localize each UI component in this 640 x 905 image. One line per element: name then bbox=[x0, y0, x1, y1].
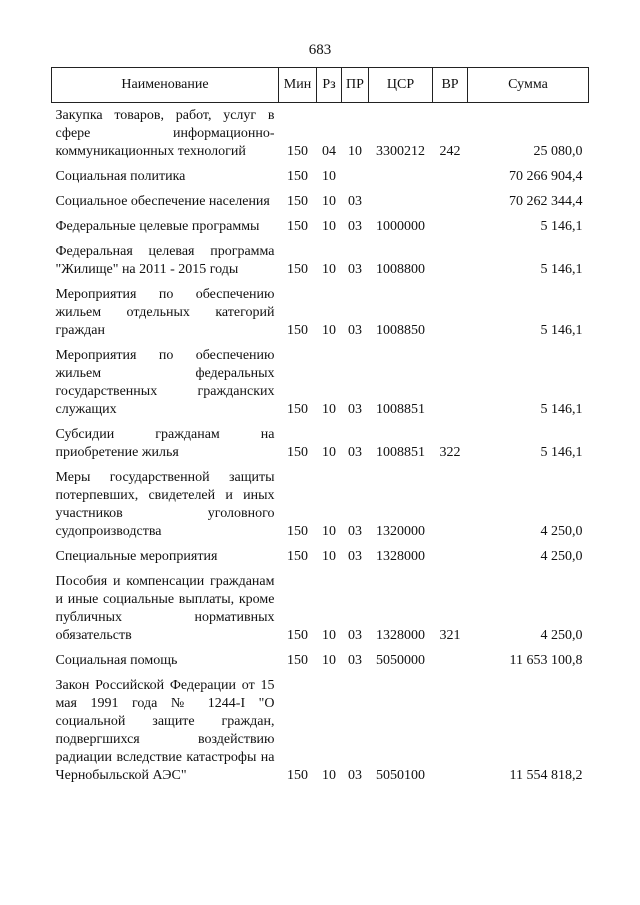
row-name: Субсидии гражданам на приобретение жилья bbox=[55, 427, 275, 460]
row-name: Федеральные целевые программы bbox=[55, 219, 260, 234]
row-pr: 03 bbox=[348, 219, 362, 234]
row-name: Социальная политика bbox=[55, 169, 186, 184]
table-row bbox=[52, 103, 589, 169]
row-sum: 4 250,0 bbox=[540, 628, 583, 643]
row-csr: 1008851 bbox=[376, 402, 425, 417]
row-pr: 03 bbox=[348, 628, 362, 643]
row-csr: 1328000 bbox=[376, 549, 425, 564]
row-rz: 10 bbox=[322, 194, 336, 209]
table-row bbox=[52, 652, 589, 677]
row-min: 150 bbox=[287, 194, 308, 209]
row-vr: 242 bbox=[439, 144, 461, 159]
table-header-row bbox=[52, 68, 589, 103]
row-rz: 10 bbox=[322, 653, 336, 668]
row-pr: 03 bbox=[348, 445, 362, 460]
row-sum: 70 266 904,4 bbox=[509, 169, 583, 184]
row-vr: 322 bbox=[439, 445, 461, 460]
row-sum: 70 262 344,4 bbox=[509, 194, 583, 209]
row-vr bbox=[433, 286, 468, 347]
row-csr bbox=[369, 193, 433, 218]
header-csr: ЦСР bbox=[369, 68, 433, 103]
table-row bbox=[52, 193, 589, 218]
page-number: 683 bbox=[308, 42, 332, 58]
row-rz: 10 bbox=[322, 323, 336, 338]
row-csr: 1320000 bbox=[376, 524, 425, 539]
row-csr: 1008850 bbox=[376, 323, 425, 338]
header-sum: Сумма bbox=[468, 68, 589, 103]
row-name: Закупка товаров, работ, услуг в сфере информационно-коммуникационных технологий bbox=[55, 108, 275, 159]
row-min: 150 bbox=[287, 323, 308, 338]
row-rz: 10 bbox=[322, 768, 336, 783]
row-vr: 321 bbox=[439, 628, 461, 643]
row-csr: 5050100 bbox=[376, 768, 425, 783]
table-row bbox=[52, 573, 589, 652]
row-rz: 10 bbox=[322, 628, 336, 643]
row-name: Социальное обеспечение населения bbox=[55, 194, 270, 209]
row-csr: 1000000 bbox=[376, 219, 425, 234]
row-pr: 03 bbox=[348, 262, 362, 277]
table-row bbox=[52, 469, 589, 548]
budget-table bbox=[51, 67, 589, 792]
row-name: Социальная помощь bbox=[55, 653, 178, 668]
row-csr bbox=[369, 168, 433, 193]
table-row bbox=[52, 218, 589, 243]
row-pr: 03 bbox=[348, 549, 362, 564]
row-vr bbox=[433, 469, 468, 548]
table-row bbox=[52, 677, 589, 792]
row-name: Пособия и компенсации гражданам и иные социальные выплаты, кроме публичных нормативных обязательств bbox=[55, 574, 275, 643]
row-name: Федеральная целевая программа "Жилище" на 2011 - 2015 годы bbox=[55, 244, 275, 277]
header-vr: ВР bbox=[433, 68, 468, 103]
row-rz: 04 bbox=[322, 144, 336, 159]
row-vr bbox=[433, 652, 468, 677]
row-rz: 10 bbox=[322, 549, 336, 564]
row-sum: 5 146,1 bbox=[540, 323, 583, 338]
row-sum: 5 146,1 bbox=[540, 262, 583, 277]
row-rz: 10 bbox=[322, 445, 336, 460]
header-name: Наименование bbox=[52, 68, 279, 103]
row-min: 150 bbox=[287, 169, 308, 184]
row-sum: 4 250,0 bbox=[540, 524, 583, 539]
row-sum: 4 250,0 bbox=[540, 549, 583, 564]
row-sum: 11 653 100,8 bbox=[509, 653, 583, 668]
row-vr bbox=[433, 218, 468, 243]
row-min: 150 bbox=[287, 402, 308, 417]
table-row bbox=[52, 426, 589, 469]
row-csr: 1328000 bbox=[376, 628, 425, 643]
table-row bbox=[52, 347, 589, 426]
row-csr: 5050000 bbox=[376, 653, 425, 668]
row-pr: 03 bbox=[348, 768, 362, 783]
row-vr bbox=[433, 193, 468, 218]
header-min: Мин bbox=[279, 68, 317, 103]
row-pr: 03 bbox=[348, 323, 362, 338]
row-rz: 10 bbox=[322, 402, 336, 417]
row-name: Мероприятия по обеспечению жильем федеральных государственных гражданских служащих bbox=[55, 348, 275, 417]
row-pr: 03 bbox=[348, 653, 362, 668]
row-rz: 10 bbox=[322, 219, 336, 234]
row-min: 150 bbox=[287, 144, 308, 159]
table-row bbox=[52, 168, 589, 193]
row-pr: 03 bbox=[348, 524, 362, 539]
row-min: 150 bbox=[287, 653, 308, 668]
row-rz: 10 bbox=[322, 169, 336, 184]
row-csr: 1008851 bbox=[376, 445, 425, 460]
row-min: 150 bbox=[287, 219, 308, 234]
row-csr: 3300212 bbox=[376, 144, 425, 159]
row-pr bbox=[342, 168, 369, 193]
row-rz: 10 bbox=[322, 262, 336, 277]
row-min: 150 bbox=[287, 768, 308, 783]
row-vr bbox=[433, 548, 468, 573]
row-name: Меры государственной защиты потерпевших, свидетелей и иных участников уголовного судопроизводства bbox=[55, 470, 275, 539]
row-min: 150 bbox=[287, 549, 308, 564]
row-sum: 25 080,0 bbox=[533, 144, 583, 159]
row-sum: 5 146,1 bbox=[540, 445, 583, 460]
row-vr bbox=[433, 243, 468, 286]
row-vr bbox=[433, 347, 468, 426]
row-min: 150 bbox=[287, 445, 308, 460]
row-sum: 5 146,1 bbox=[540, 402, 583, 417]
row-pr: 03 bbox=[348, 194, 362, 209]
table-row bbox=[52, 286, 589, 347]
header-rz: Рз bbox=[317, 68, 342, 103]
row-sum: 5 146,1 bbox=[540, 219, 583, 234]
row-name: Закон Российской Федерации от 15 мая 1991 года № 1244-I "О социальной защите граждан, подвергшихся воздействию радиации вследствие катастрофы на Чернобыльской АЭС" bbox=[55, 678, 275, 783]
table-row bbox=[52, 548, 589, 573]
row-pr: 03 bbox=[348, 402, 362, 417]
row-name: Мероприятия по обеспечению жильем отдельных категорий граждан bbox=[55, 287, 275, 338]
table-row bbox=[52, 243, 589, 286]
row-sum: 11 554 818,2 bbox=[509, 768, 583, 783]
row-name: Специальные мероприятия bbox=[55, 549, 218, 564]
row-min: 150 bbox=[287, 524, 308, 539]
row-rz: 10 bbox=[322, 524, 336, 539]
row-min: 150 bbox=[287, 262, 308, 277]
row-vr bbox=[433, 168, 468, 193]
row-pr: 10 bbox=[348, 144, 362, 159]
row-csr: 1008800 bbox=[376, 262, 425, 277]
row-vr bbox=[433, 677, 468, 792]
header-pr: ПР bbox=[342, 68, 369, 103]
row-min: 150 bbox=[287, 628, 308, 643]
